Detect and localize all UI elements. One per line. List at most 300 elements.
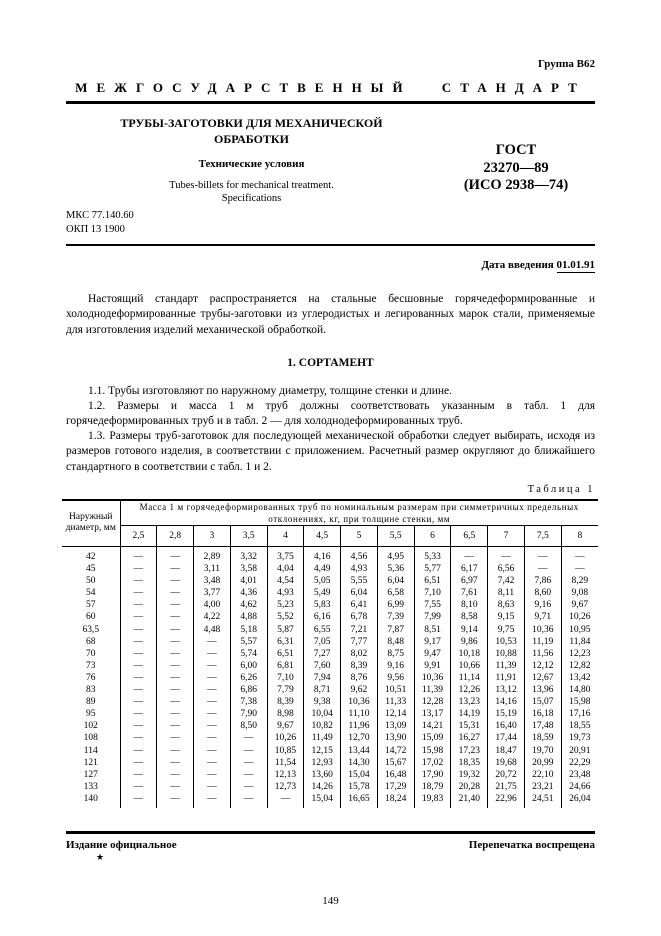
mass-cell: 22,96 [488, 793, 525, 808]
diameter-column-header: Наружный диаметр, мм [62, 500, 120, 547]
mass-cell: 3,11 [194, 563, 231, 575]
mass-cell: 5,77 [414, 563, 451, 575]
mass-cell: 10,82 [304, 720, 341, 732]
mass-cell: 7,86 [524, 575, 561, 587]
mass-cell: 10,36 [341, 696, 378, 708]
mass-cell: 8,76 [341, 672, 378, 684]
thickness-header-cell: 7,5 [524, 526, 561, 547]
star-icon: ★ [96, 851, 105, 862]
mass-cell: 7,27 [304, 648, 341, 660]
mass-cell: 4,49 [304, 563, 341, 575]
mass-cell: — [157, 547, 194, 564]
mass-cell: 9,62 [341, 684, 378, 696]
mass-cell: 9,71 [524, 611, 561, 623]
mass-cell: 5,55 [341, 575, 378, 587]
thickness-header-cell: 6 [414, 526, 451, 547]
mass-cell: — [194, 732, 231, 744]
mass-cell: 4,88 [230, 611, 267, 623]
mass-cell: — [194, 696, 231, 708]
mass-cell: 3,75 [267, 547, 304, 564]
mass-cell: 6,78 [341, 611, 378, 623]
mass-cell: 9,47 [414, 648, 451, 660]
document-title: ТРУБЫ-ЗАГОТОВКИ ДЛЯ МЕХАНИЧЕСКОЙ ОБРАБОТКИ [120, 116, 383, 146]
mass-cell: — [230, 793, 267, 808]
mass-cell: — [157, 769, 194, 781]
mass-cell: 15,31 [451, 720, 488, 732]
mass-cell: 7,10 [267, 672, 304, 684]
mass-cell: 23,21 [524, 781, 561, 793]
footer-rule [66, 831, 595, 834]
mass-cell: 11,56 [524, 648, 561, 660]
mass-cell: 7,38 [230, 696, 267, 708]
table-header [62, 500, 598, 547]
mass-cell: 5,05 [304, 575, 341, 587]
mass-cell: — [157, 660, 194, 672]
mass-cell: 22,10 [524, 769, 561, 781]
mass-cell: 6,16 [304, 611, 341, 623]
diameter-cell: 54 [86, 588, 96, 599]
mass-cell: 9,67 [267, 720, 304, 732]
mass-cell: 8,11 [488, 587, 525, 599]
mass-cell: — [120, 793, 157, 808]
mass-cell: 10,53 [488, 636, 525, 648]
mass-cell: 9,86 [451, 636, 488, 648]
diameter-cell: 133 [83, 781, 98, 792]
mass-cell: — [157, 599, 194, 611]
thickness-header-cell: 5,5 [377, 526, 414, 547]
thickness-header-cell: 4 [267, 526, 304, 547]
diameter-cell: 102 [83, 721, 98, 732]
mass-cell: 10,88 [488, 648, 525, 660]
mass-cell: 10,85 [267, 745, 304, 757]
mass-cell: 23,48 [561, 769, 598, 781]
clause-1-1: 1.1. Трубы изготовляют по наружному диаметру, толщине стенки и длине. [88, 384, 452, 397]
table-row [62, 684, 598, 696]
mass-cell: 4,36 [230, 587, 267, 599]
thickness-header-cell: 3 [194, 526, 231, 547]
mass-cell: 9,17 [414, 636, 451, 648]
mass-cell: 5,36 [377, 563, 414, 575]
thickness-header-cell: 2,5 [120, 526, 157, 547]
mass-cell: 15,78 [341, 781, 378, 793]
mass-cell: 17,90 [414, 769, 451, 781]
mass-cell: 11,84 [561, 636, 598, 648]
mass-cell: 12,67 [524, 672, 561, 684]
diameter-cell: 95 [86, 709, 96, 720]
mass-cell: 6,41 [341, 599, 378, 611]
mass-cell: 14,72 [377, 745, 414, 757]
table-span-header-row [62, 500, 598, 526]
thickness-header-cell: 6,5 [451, 526, 488, 547]
diameter-cell: 108 [83, 733, 98, 744]
mass-cell: — [267, 793, 304, 808]
mass-cell: 7,61 [451, 587, 488, 599]
mass-cell: 11,19 [524, 636, 561, 648]
diameter-cell: 76 [86, 672, 96, 683]
mass-cell: 15,04 [341, 769, 378, 781]
mass-cell: 12,28 [414, 696, 451, 708]
table-row [62, 672, 598, 684]
mass-cell: — [120, 696, 157, 708]
mass-cell: — [157, 708, 194, 720]
mass-cell: 12,15 [304, 745, 341, 757]
mass-cell: 12,70 [341, 732, 378, 744]
mass-cell: 18,24 [377, 793, 414, 808]
mass-cell: — [194, 793, 231, 808]
mass-cell: — [157, 624, 194, 636]
diameter-cell: 83 [86, 685, 96, 696]
mass-cell: 14,16 [488, 696, 525, 708]
mass-cell: 8,48 [377, 636, 414, 648]
designation-line-2: 23270—89 [483, 159, 549, 176]
diameter-cell: 42 [86, 552, 96, 563]
mass-cell: 17,02 [414, 757, 451, 769]
mass-cell: — [524, 547, 561, 564]
mass-cell: 7,55 [414, 599, 451, 611]
mass-cell: 3,48 [194, 575, 231, 587]
mass-cell: 19,68 [488, 757, 525, 769]
mass-cell: 16,48 [377, 769, 414, 781]
table-row [62, 547, 598, 564]
mass-cell: — [157, 636, 194, 648]
thickness-header-cell: 7 [488, 526, 525, 547]
table-row [62, 781, 598, 793]
mass-cell: — [157, 611, 194, 623]
table-row [62, 587, 598, 599]
intro-paragraph: Настоящий стандарт распространяется на стальные бесшовные горячедеформированные и холоднодеформированные трубы-заготовки из углеродистых и легированных марок стали, применяемые для изготовления изделий механической обработкой. [66, 293, 595, 336]
mass-cell: — [120, 781, 157, 793]
mass-cell: 15,67 [377, 757, 414, 769]
date-label: Дата введения [481, 259, 554, 272]
mass-cell: 11,96 [341, 720, 378, 732]
mass-cell: 11,33 [377, 696, 414, 708]
mass-cell: 20,99 [524, 757, 561, 769]
mass-cell: 24,66 [561, 781, 598, 793]
mass-cell: — [120, 599, 157, 611]
mass-cell: 8,98 [267, 708, 304, 720]
mass-cell: — [488, 547, 525, 564]
mass-cell: — [561, 563, 598, 575]
mass-cell: — [157, 684, 194, 696]
mass-cell: 6,51 [267, 648, 304, 660]
mass-cell: 15,19 [488, 708, 525, 720]
mass-cell: — [230, 781, 267, 793]
mass-cell: 8,51 [414, 624, 451, 636]
mass-cell: 10,26 [267, 732, 304, 744]
mass-cell: — [120, 732, 157, 744]
mass-cell: 14,19 [451, 708, 488, 720]
mass-cell: 10,18 [451, 648, 488, 660]
mass-cell: 6,58 [377, 587, 414, 599]
mass-cell: 9,67 [561, 599, 598, 611]
mass-cell: 8,63 [488, 599, 525, 611]
mass-cell: 17,23 [451, 745, 488, 757]
mass-cell: 9,91 [414, 660, 451, 672]
mass-cell: 6,86 [230, 684, 267, 696]
mass-cell: — [194, 660, 231, 672]
diameter-cell: 127 [83, 769, 98, 780]
mass-cell: 13,96 [524, 684, 561, 696]
diameter-cell: 121 [83, 757, 98, 768]
mass-cell: 10,95 [561, 624, 598, 636]
mass-cell: 6,51 [414, 575, 451, 587]
mass-table [62, 499, 598, 808]
mass-cell: 21,40 [451, 793, 488, 808]
mass-cell: — [120, 745, 157, 757]
mass-cell: 4,04 [267, 563, 304, 575]
mass-cell: 4,00 [194, 599, 231, 611]
mass-cell: 18,35 [451, 757, 488, 769]
designation-line-1: ГОСТ [495, 142, 537, 158]
mass-cell: — [120, 611, 157, 623]
mass-cell: 7,79 [267, 684, 304, 696]
mass-cell: — [194, 781, 231, 793]
diameter-cell: 60 [86, 612, 96, 623]
mass-cell: 8,75 [377, 648, 414, 660]
mass-cell: 11,91 [488, 672, 525, 684]
mass-cell: 10,51 [377, 684, 414, 696]
thickness-header-cell: 8 [561, 526, 598, 547]
okp-code: ОКП 13 1900 [66, 223, 125, 235]
diameter-cell: 50 [86, 576, 96, 587]
mass-cell: 12,23 [561, 648, 598, 660]
mass-cell: 10,04 [304, 708, 341, 720]
mass-cell: 7,99 [414, 611, 451, 623]
mass-cell: 12,12 [524, 660, 561, 672]
mass-cell: — [157, 575, 194, 587]
mass-cell: 11,14 [451, 672, 488, 684]
mass-cell: 6,81 [267, 660, 304, 672]
mass-cell: 26,04 [561, 793, 598, 808]
mass-cell: 12,26 [451, 684, 488, 696]
mass-cell: — [157, 648, 194, 660]
mass-cell: — [120, 648, 157, 660]
mass-cell: 12,73 [267, 781, 304, 793]
table-row [62, 696, 598, 708]
mass-cell: 5,18 [230, 624, 267, 636]
mass-cell: 7,90 [230, 708, 267, 720]
table-row [62, 611, 598, 623]
mass-cell: 15,07 [524, 696, 561, 708]
mass-cell: 12,82 [561, 660, 598, 672]
mass-cell: 5,33 [414, 547, 451, 564]
clause-1-2: 1.2. Размеры и масса 1 м труб должны соответствовать указанным в табл. 1 для горячедеформированных труб и в табл. 2 — для холоднодеформированных труб. [66, 399, 595, 428]
classification-codes [66, 209, 595, 235]
mass-cell: — [120, 769, 157, 781]
standard-category: МЕЖГОСУДАРСТВЕННЫЙ СТАНДАРТ [75, 80, 586, 95]
mass-cell: 11,39 [488, 660, 525, 672]
mass-cell: 20,91 [561, 745, 598, 757]
mass-cell: 22,29 [561, 757, 598, 769]
mass-cell: 7,94 [304, 672, 341, 684]
diameter-cell: 73 [86, 660, 96, 671]
mass-cell: 10,66 [451, 660, 488, 672]
mass-cell: 11,54 [267, 757, 304, 769]
table-row [62, 745, 598, 757]
mass-cell: — [561, 547, 598, 564]
thickness-header-cell: 5 [341, 526, 378, 547]
mass-cell: — [157, 745, 194, 757]
mass-cell: 13,09 [377, 720, 414, 732]
mass-cell: 13,44 [341, 745, 378, 757]
mass-cell: 11,39 [414, 684, 451, 696]
mass-cell: — [120, 720, 157, 732]
mass-cell: 5,52 [267, 611, 304, 623]
mass-cell: — [120, 547, 157, 564]
mass-cell: 5,87 [267, 624, 304, 636]
mass-cell: 15,09 [414, 732, 451, 744]
section-1-heading: 1. СОРТАМЕНТ [287, 356, 374, 369]
mass-cell: — [120, 587, 157, 599]
mass-cell: 14,30 [341, 757, 378, 769]
mass-cell: 6,00 [230, 660, 267, 672]
mass-cell: 7,10 [414, 587, 451, 599]
table-row [62, 757, 598, 769]
mass-cell: — [194, 672, 231, 684]
mass-cell: — [157, 757, 194, 769]
mass-cell: 5,83 [304, 599, 341, 611]
mass-cell: 5,74 [230, 648, 267, 660]
mass-cell: 4,48 [194, 624, 231, 636]
mass-cell: 14,80 [561, 684, 598, 696]
mass-cell: 9,14 [451, 624, 488, 636]
mass-cell: 13,42 [561, 672, 598, 684]
title-left-column [66, 116, 437, 205]
table-row [62, 599, 598, 611]
mass-cell: 18,59 [524, 732, 561, 744]
mass-cell: — [120, 684, 157, 696]
mass-cell: 17,29 [377, 781, 414, 793]
mass-cell: — [230, 732, 267, 744]
table-row [62, 624, 598, 636]
mass-cell: 9,15 [488, 611, 525, 623]
mass-cell: 19,70 [524, 745, 561, 757]
mass-cell: 11,10 [341, 708, 378, 720]
reprint-prohibited-label: Перепечатка воспрещена [468, 838, 595, 851]
mass-cell: 20,72 [488, 769, 525, 781]
table-1-label: Таблица 1 [527, 483, 595, 495]
mass-cell: 18,55 [561, 720, 598, 732]
mass-cell: 8,10 [451, 599, 488, 611]
mass-cell: 16,65 [341, 793, 378, 808]
mass-cell: — [194, 757, 231, 769]
mass-cell: 6,97 [451, 575, 488, 587]
mass-cell: — [157, 672, 194, 684]
mass-cell: 7,77 [341, 636, 378, 648]
mass-cell: — [524, 563, 561, 575]
footer [66, 839, 595, 851]
document-subtitle-ru: Технические условия [198, 158, 305, 171]
mass-cell: 20,28 [451, 781, 488, 793]
mass-cell: 4,22 [194, 611, 231, 623]
mass-cell: 7,60 [304, 660, 341, 672]
mass-cell: — [120, 563, 157, 575]
mass-cell: — [194, 720, 231, 732]
group-label: Группа В62 [537, 58, 595, 70]
mass-cell: 9,75 [488, 624, 525, 636]
diameter-cell: 70 [86, 648, 96, 659]
mass-cell: 9,38 [304, 696, 341, 708]
mass-cell: 6,17 [451, 563, 488, 575]
mass-cell: — [451, 547, 488, 564]
designation-line-3: (ИСО 2938—74) [463, 177, 569, 194]
mass-cell: 8,29 [561, 575, 598, 587]
mass-cell: 4,16 [304, 547, 341, 564]
mass-cell: 14,26 [304, 781, 341, 793]
diameter-cell: 45 [86, 564, 96, 575]
mass-cell: 19,83 [414, 793, 451, 808]
diameter-cell: 114 [83, 745, 98, 756]
thickness-header-cell: 2,8 [157, 526, 194, 547]
mass-cell: — [157, 563, 194, 575]
mass-cell: — [120, 636, 157, 648]
mass-cell: — [120, 672, 157, 684]
mass-cell: — [157, 732, 194, 744]
mass-cell: 18,79 [414, 781, 451, 793]
table-row [62, 563, 598, 575]
mass-cell: 6,04 [377, 575, 414, 587]
mass-cell: 13,60 [304, 769, 341, 781]
mass-cell: 10,36 [414, 672, 451, 684]
mass-cell: 11,49 [304, 732, 341, 744]
mass-cell: 7,05 [304, 636, 341, 648]
diameter-cell: 57 [86, 600, 96, 611]
mass-cell: 8,50 [230, 720, 267, 732]
mass-cell: 7,87 [377, 624, 414, 636]
mass-cell: — [120, 708, 157, 720]
table-row [62, 648, 598, 660]
mass-cell: 21,75 [488, 781, 525, 793]
mass-cell: 8,39 [341, 660, 378, 672]
mass-cell: — [120, 757, 157, 769]
mass-cell: — [157, 720, 194, 732]
mass-cell: — [120, 660, 157, 672]
diameter-cell: 63,5 [82, 624, 100, 635]
mass-cell: 4,93 [341, 563, 378, 575]
mass-cell: — [194, 769, 231, 781]
mass-cell: 15,98 [561, 696, 598, 708]
mass-cell: 17,44 [488, 732, 525, 744]
mass-cell: 7,21 [341, 624, 378, 636]
mass-cell: 15,04 [304, 793, 341, 808]
mass-cell: 16,27 [451, 732, 488, 744]
diameter-cell: 140 [83, 793, 98, 804]
table-body [62, 547, 598, 808]
mass-cell: — [230, 745, 267, 757]
mass-cell: — [194, 745, 231, 757]
mass-cell: 17,16 [561, 708, 598, 720]
mass-cell: 12,13 [267, 769, 304, 781]
mass-cell: 9,16 [524, 599, 561, 611]
mass-cell: 7,42 [488, 575, 525, 587]
mass-cell: 4,56 [341, 547, 378, 564]
mass-cell: 13,17 [414, 708, 451, 720]
table-row [62, 732, 598, 744]
mass-cell: 15,98 [414, 745, 451, 757]
mass-cell: 7,39 [377, 611, 414, 623]
mass-cell: 6,04 [341, 587, 378, 599]
mass-cell: 9,56 [377, 672, 414, 684]
mass-cell: — [157, 793, 194, 808]
mass-cell: 16,18 [524, 708, 561, 720]
thickness-header-row [62, 526, 598, 547]
mass-cell: 4,01 [230, 575, 267, 587]
mass-cell: 8,58 [451, 611, 488, 623]
mass-cell: 3,58 [230, 563, 267, 575]
mass-cell: — [230, 757, 267, 769]
mass-cell: 19,32 [451, 769, 488, 781]
header-rule [66, 101, 595, 104]
